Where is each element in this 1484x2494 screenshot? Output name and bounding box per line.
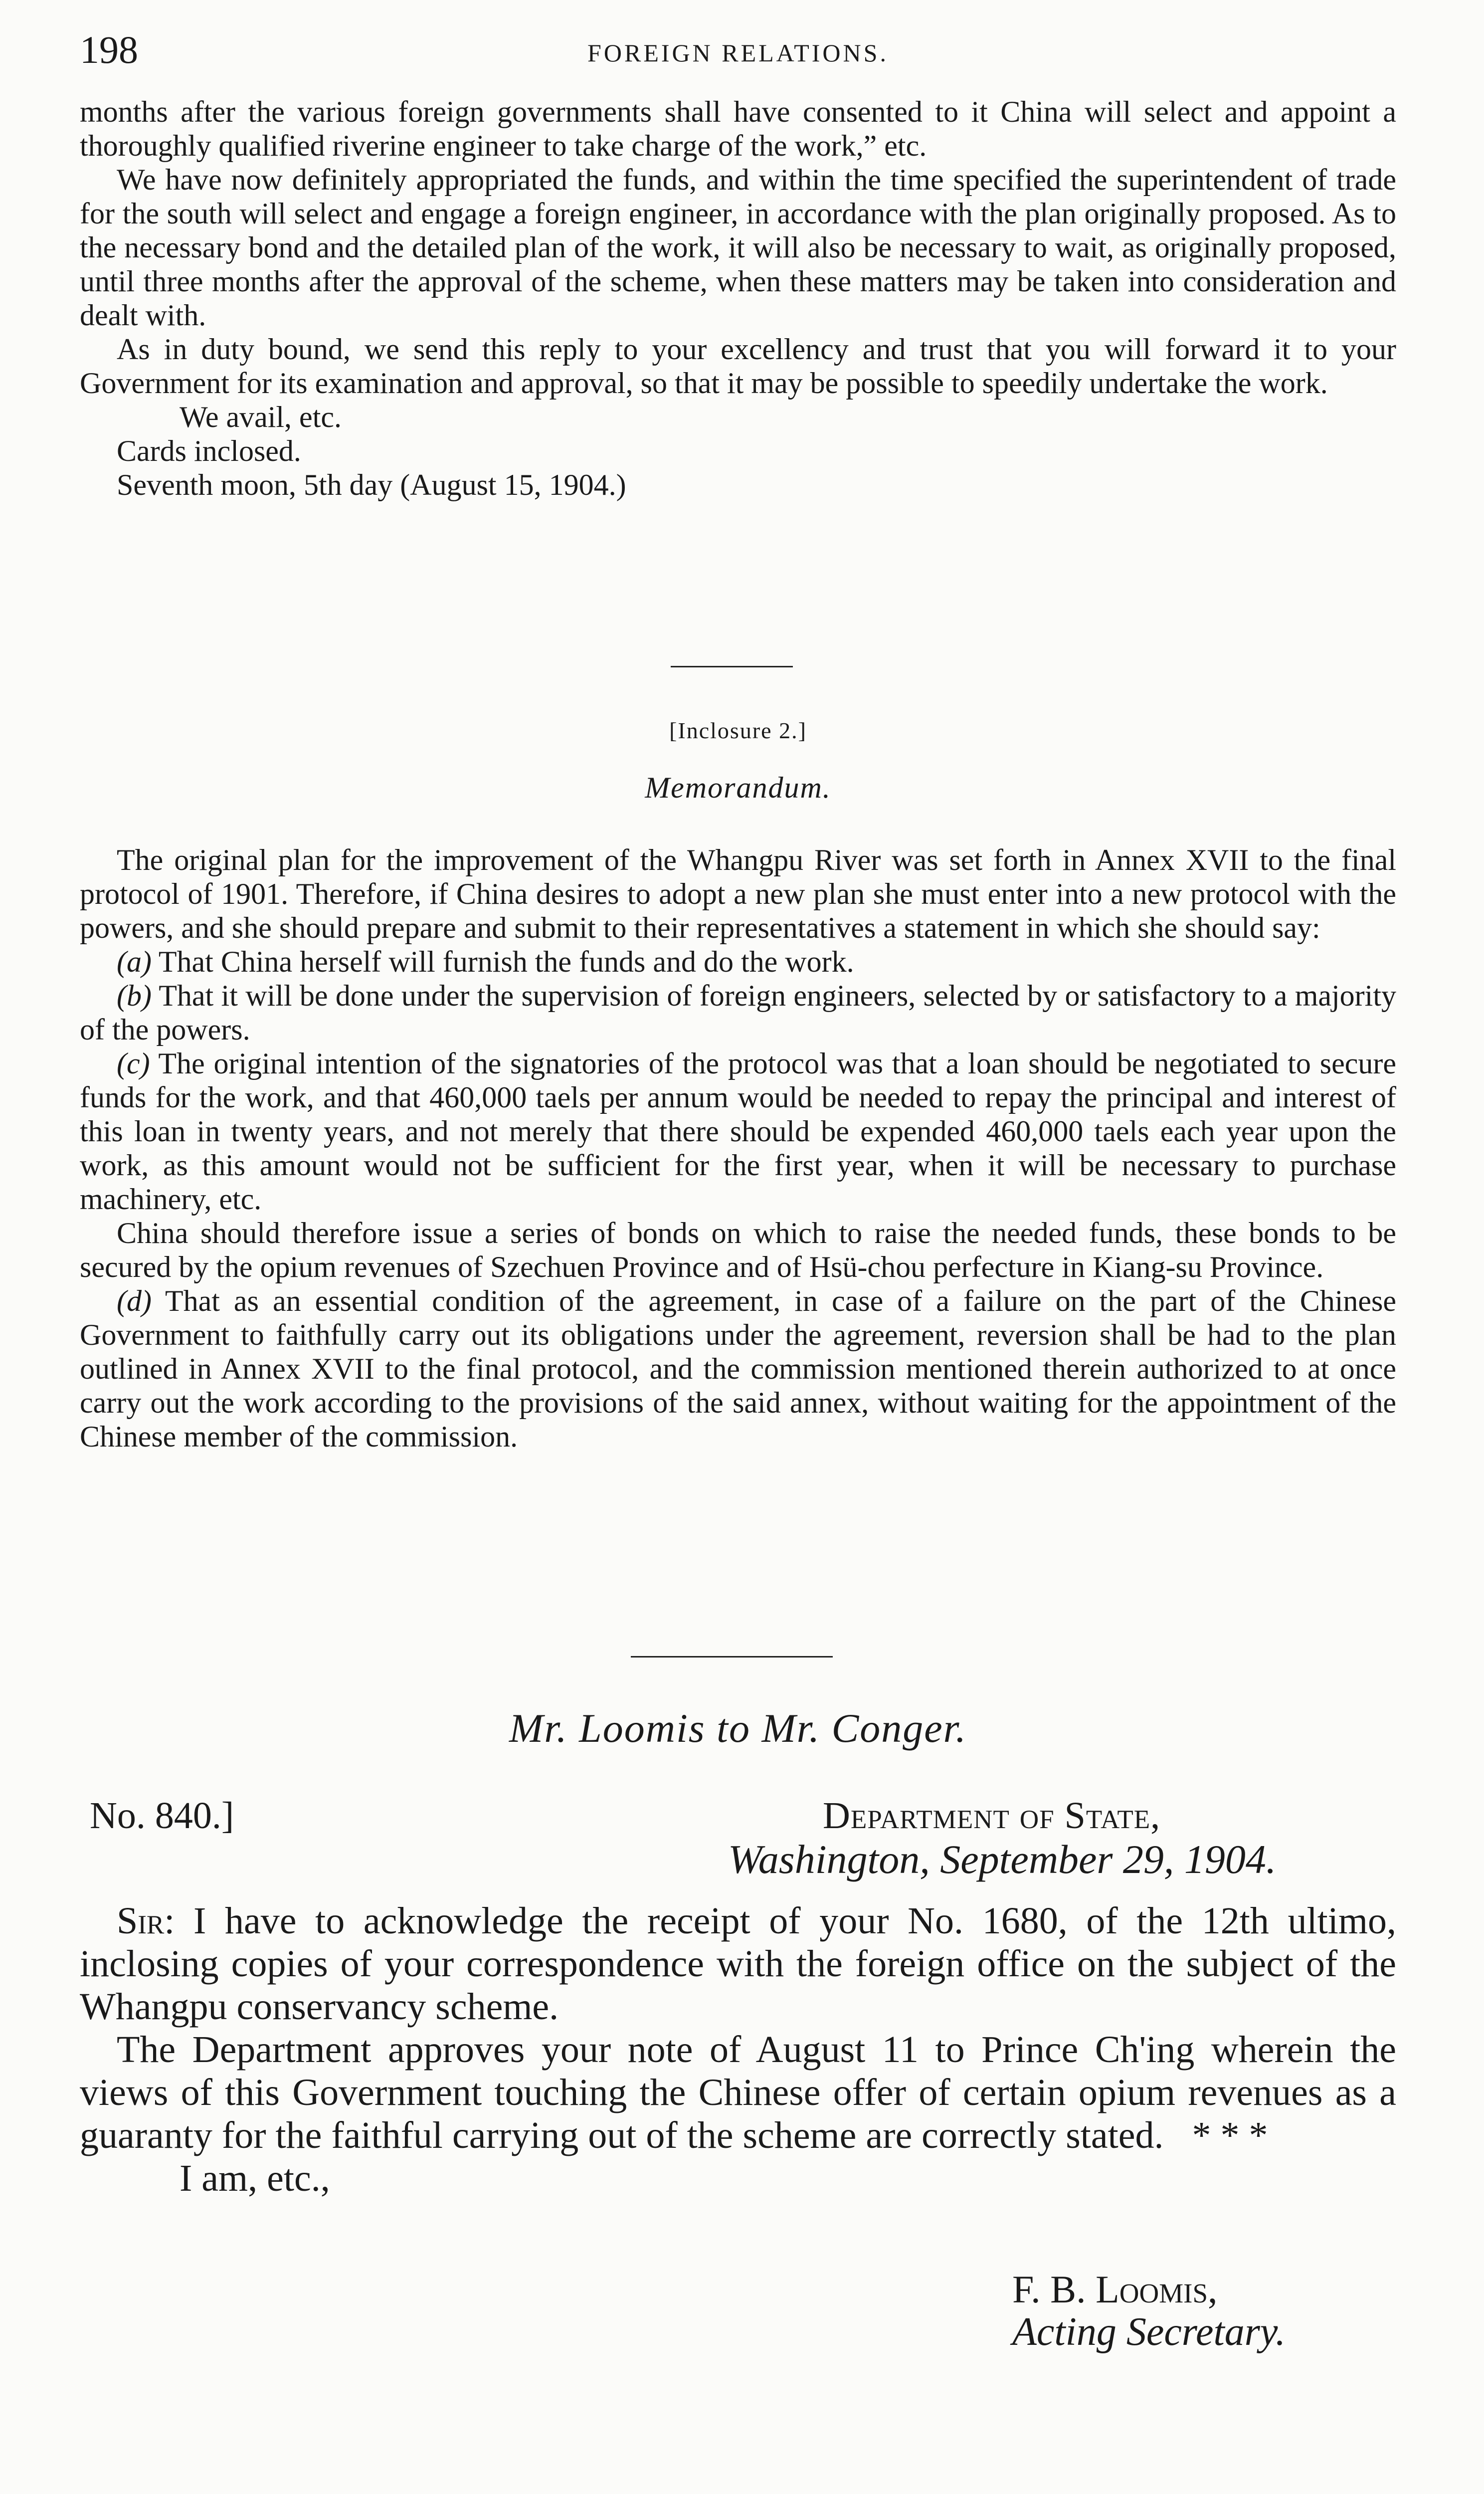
memorandum-bonds-paragraph: China should therefore issue a series of bonds on which to raise the needed funds, these bonds to be secured by the opium revenues of Szechuen Province and of Hsü-chou perfecture in Kiang-su Province. xyxy=(80,1217,1396,1283)
section-divider xyxy=(671,666,793,667)
item-label: (a) xyxy=(117,945,152,978)
letter-title: Mr. Loomis to Mr. Conger. xyxy=(509,1705,967,1751)
continuation-paragraph: As in duty bound, we send this reply to your excellency and trust that you will forward it to your Government for its examination and approval, so that it may be possible to speedily undertake the work. xyxy=(80,333,1396,400)
memorandum-item-a xyxy=(80,945,1396,979)
item-label: (b) xyxy=(117,979,152,1012)
continuation-text xyxy=(80,95,1396,502)
letter-paragraph xyxy=(80,1899,1396,2028)
running-head xyxy=(80,25,1396,75)
continuation-paragraph: months after the various foreign governments shall have consented to it China will select and appoint a thoroughly qualified riverine engineer to take charge of the work,” etc. xyxy=(80,95,1396,162)
item-text: That China herself will furnish the funds and do the work. xyxy=(158,945,854,978)
section-divider xyxy=(631,1656,833,1658)
letter-paragraph xyxy=(80,2028,1396,2157)
letter-paragraph-text: The Department approves your note of August 11 to Prince Ch'ing wherein the views of this Government touching the Chinese offer of certain opium revenues as a guaranty for the faithful carrying out of the scheme are correctly stated. xyxy=(80,2029,1396,2156)
date-line: Seventh moon, 5th day (August 15, 1904.) xyxy=(117,468,626,501)
memorandum-item-b xyxy=(80,979,1396,1046)
inclosure-label: [Inclosure 2.] xyxy=(669,718,807,743)
letter-dateline xyxy=(80,1793,1396,1893)
running-title: FOREIGN RELATIONS. xyxy=(587,39,889,67)
ellipsis-marks: * * * xyxy=(1192,2114,1268,2156)
page-number: 198 xyxy=(80,28,138,71)
memorandum-item-c xyxy=(80,1046,1396,1216)
letter-body xyxy=(80,1899,1396,2200)
signer-title: Acting Secretary. xyxy=(1012,2310,1286,2354)
memorandum-intro: The original plan for the improvement of the Whangpu River was set forth in Annex XVII to the final protocol of 1901. Therefore, if China desires to adopt a new plan she must enter into a new protocol with the powers, and she should prepare and submit to their representatives a statement in which she should say: xyxy=(80,843,1396,944)
despatch-number: No. 840.] xyxy=(90,1795,234,1837)
place-date: Washington, September 29, 1904. xyxy=(728,1837,1277,1882)
letter-closing: I am, etc., xyxy=(180,2157,330,2199)
item-label: (d) xyxy=(117,1284,152,1317)
memorandum-body xyxy=(80,843,1396,1454)
enclosure-note: Cards inclosed. xyxy=(117,434,301,467)
signer-name: F. B. Loomis, xyxy=(1012,2268,1218,2311)
item-label: (c) xyxy=(117,1047,150,1080)
salutation: Sir: xyxy=(117,1900,175,1942)
department-name: Department of State, xyxy=(823,1795,1161,1837)
item-text: The original intention of the signatories of the protocol was that a loan should be negotiated to secure funds for the work, and that 460,000 taels per annum would be needed to repay the principal and interest of this loan in twenty years, and not merely that there should be expended 460,000 taels each year upon the work, as this amount would not be sufficient for the first year, when it will be necessary to purchase machinery, etc. xyxy=(80,1047,1396,1216)
item-text: That it will be done under the supervision of foreign engineers, selected by or satisfactory to a majority of the powers. xyxy=(80,979,1397,1046)
memorandum-heading: Memorandum. xyxy=(645,771,831,804)
closing-line: We avail, etc. xyxy=(180,401,342,433)
item-text: That as an essential condition of the agreement, in case of a failure on the part of the Chinese Government to faithfully carry out its obligations under the agreement, reversion shall be had to the plan outlined in Annex XVII to the final protocol, and the commission mentioned therein authorized to at once carry out the work according to the provisions of the said annex, without waiting for the appointment of the Chinese member of the commission. xyxy=(80,1284,1396,1453)
letter-paragraph-text: I have to acknowledge the receipt of your No. 1680, of the 12th ultimo, inclosing copies of your correspondence with the foreign office on the subject of the Whangpu conservancy scheme. xyxy=(80,1900,1396,2028)
memorandum-item-d xyxy=(80,1284,1396,1454)
continuation-paragraph: We have now definitely appropriated the funds, and within the time specified the superintendent of trade for the south will select and engage a foreign engineer, in accordance with the plan originally proposed. As to the necessary bond and the detailed plan of the work, it will also be necessary to wait, as originally proposed, until three months after the approval of the scheme, when these matters may be taken into consideration and dealt with. xyxy=(80,163,1396,332)
